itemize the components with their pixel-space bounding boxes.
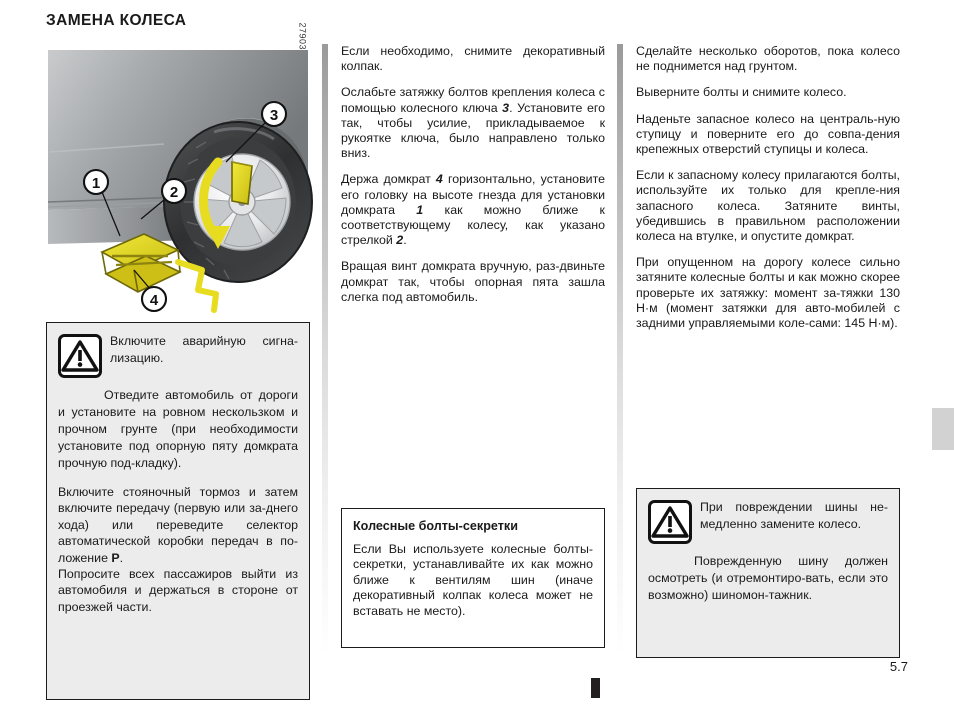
paragraph: Наденьте запасное колесо на централь-ную ступицу и поверните его до совпа-дения крепежных отверстий ступицы и колеса. — [636, 111, 900, 157]
item-ref-2: 2 — [396, 233, 404, 248]
warning-first-block — [648, 499, 888, 544]
warning-paragraph-2: Поврежденную шину должен осмотреть (и отремонтиро-вать, если это возможно) шиномон-тажник. — [648, 554, 888, 602]
column-divider-2 — [617, 44, 623, 656]
car-wheel-jack-illustration — [46, 22, 310, 309]
warning-paragraph-2: Отведите автомобиль от дороги и установите на ровном нескользком и прочном грунте (при необходимости установите под опорную пяту домкрата прочную под-кладку). — [58, 388, 298, 470]
paragraph-segment: Если необходимо, снимите декоративный колпак. — [341, 44, 605, 74]
paragraph-segment: Ослабьте затяжку болтов крепления колеса с помощью колесного ключа — [341, 85, 605, 115]
svg-text:3: 3 — [269, 107, 279, 124]
warning-first-block — [58, 333, 298, 378]
paragraph-segment: Вращая винт домкрата вручную, раз-двиньте домкрат так, чтобы опорная пята зашла слегка под автомобиль. — [341, 259, 605, 304]
figure-reference-number: 27903 — [298, 22, 308, 50]
warning-paragraph-1: При повреждении шины не-медленно замените колесо. — [700, 500, 888, 531]
warning-paragraph-4: Попросите всех пассажиров выйти из автомобиля и держаться в стороне от проезжей части. — [58, 567, 298, 614]
warning-paragraph-1: Включите аварийную сигна-лизацию. — [110, 334, 298, 365]
paragraph-segment: как можно ближе к соответствующему колесу, как указано стрелкой — [341, 202, 605, 248]
warning-triangle-icon — [58, 334, 102, 378]
paragraph — [341, 172, 605, 248]
item-ref-4: 4 — [435, 172, 443, 187]
registration-mark — [591, 678, 600, 698]
warning-paragraph-3-text: Включите стояночный тормоз и затем включите передачу (первую или за-днего хода) или переведите селектор автоматической коробки передач в по-ложение — [58, 485, 298, 565]
paragraph-segment: Держа домкрат — [341, 172, 436, 187]
gearbox-position-letter: P — [111, 550, 120, 565]
paragraph: Выверните болты и снимите колесо. — [636, 85, 847, 100]
middle-body-text — [341, 44, 605, 305]
paragraph — [341, 44, 605, 74]
right-body-text — [636, 44, 900, 331]
item-ref-3: 3 — [502, 100, 510, 115]
paragraph — [341, 259, 605, 305]
page-title: ЗАМЕНА КОЛЕСА — [46, 12, 187, 29]
paragraph: Сделайте несколько оборотов, пока колесо не поднимется над грунтом. — [636, 44, 900, 74]
info-box-locking-bolts — [341, 508, 605, 648]
info-box-heading: Колесные болты-секретки — [353, 519, 518, 533]
warning-triangle-icon — [648, 500, 692, 544]
page-number: 5.7 — [889, 659, 908, 674]
chapter-edge-tab — [932, 408, 954, 450]
paragraph: При опущенном на дорогу колесе сильно затяните колесные болты и как можно скорее проверьте их затяжку: момент за-тяжки 130 Н·м (момент затяжки для авто-мобилей с задними управляемыми коле-сами: 145 Н·м). — [636, 255, 900, 331]
paragraph-segment: . Установите его так, чтобы усилие, прикладываемое к рукоятке ключа, было направлено только вниз. — [341, 100, 606, 161]
column-divider-1 — [322, 44, 328, 656]
paragraph — [341, 85, 605, 161]
column-left — [46, 22, 310, 614]
column-right — [636, 44, 900, 602]
paragraph: Если к запасному колесу прилагаются болты, используйте их только для крепле-ния запасного колеса. Затяните винты, убедившись в правильном расположении колеса на втулке, и опустите домкрат. — [636, 168, 900, 244]
svg-text:4: 4 — [149, 292, 159, 309]
warning-paragraph-3-tail: . — [119, 550, 124, 565]
paragraph-segment: горизонтально, установите его головку на высоте гнезда для установки домкрата — [341, 172, 606, 217]
svg-text:2: 2 — [169, 184, 179, 201]
column-middle — [341, 44, 606, 618]
warning-box-right — [636, 488, 900, 658]
warning-paragraph-3 — [58, 484, 298, 566]
svg-text:1: 1 — [91, 175, 101, 192]
paragraph-segment: . — [403, 233, 407, 248]
item-ref-1: 1 — [416, 202, 424, 217]
info-box-text: Если Вы используете колесные болты-секретки, устанавливайте их как можно ближе к вентилям шин (иначе декоративный колпак колеса может не вставать не место). — [353, 542, 593, 618]
warning-box-left — [46, 322, 310, 700]
